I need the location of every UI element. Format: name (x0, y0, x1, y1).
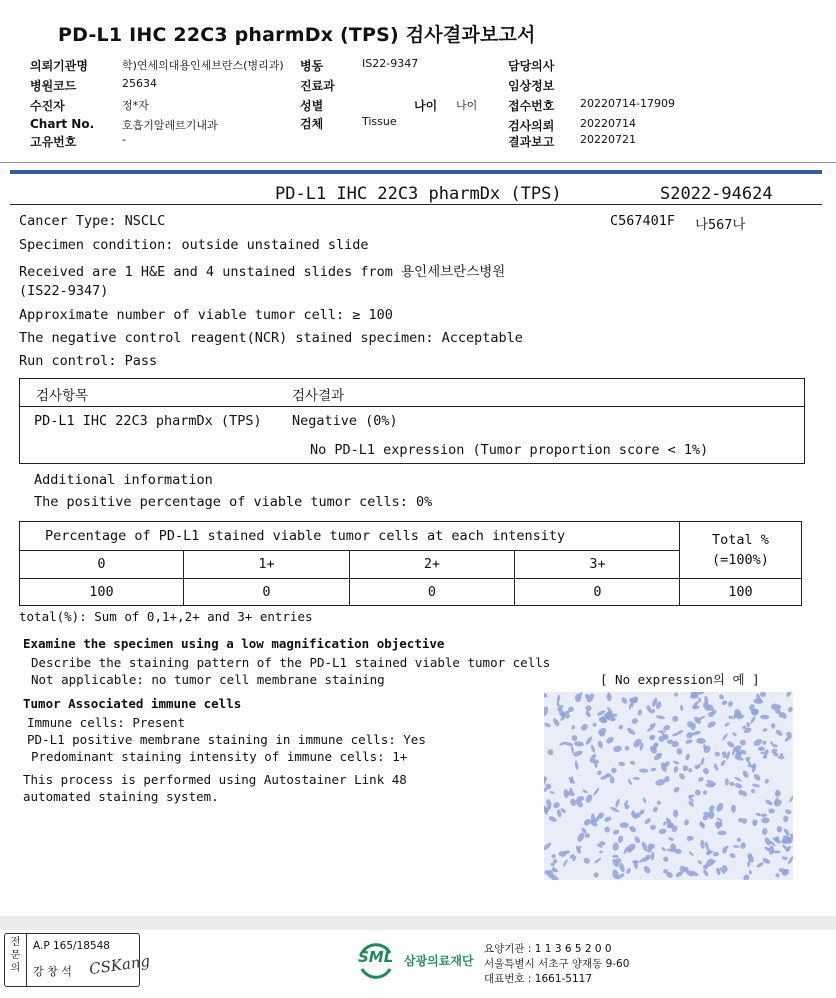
cell-nucleus (632, 860, 639, 863)
header-divider (0, 162, 836, 163)
image-caption: [ No expression의 예 ] (600, 672, 760, 687)
immune-heading: Tumor Associated immune cells (23, 696, 242, 711)
block-code: 나567나 (695, 217, 746, 233)
field-label-reception-no: 접수번호 (508, 99, 555, 113)
doctor-name: 강 창 석 (33, 965, 72, 978)
institution-code: 요양기관 : 1 1 3 6 5 2 0 0 (484, 943, 612, 955)
field-label-request-date: 검사의뢰 (508, 119, 555, 133)
intensity-col-2: 2+ (350, 551, 515, 578)
footer-band (0, 916, 836, 930)
intensity-val-1: 0 (184, 579, 350, 605)
cell-nucleus (725, 778, 729, 785)
intensity-col-1: 1+ (184, 551, 350, 578)
viable-tumor-count: Approximate number of viable tumor cell: ≥ 100 (19, 307, 393, 323)
cell-nucleus (713, 852, 719, 856)
intensity-note: total(%): Sum of 0,1+,2+ and 3+ entries (19, 609, 313, 624)
total-label-2: (=100%) (712, 552, 769, 568)
stamp-side-label: 전 문 의 (5, 934, 27, 986)
field-value-reception-no: 20220714-17909 (580, 97, 675, 110)
field-value-ward: IS22-9347 (362, 57, 419, 70)
result-value: Negative (0%) (292, 413, 398, 429)
examine-heading: Examine the specimen using a low magnification objective (23, 636, 445, 651)
field-label-sex: 성별 (300, 99, 324, 113)
cancer-type: Cancer Type: NSCLC (19, 213, 166, 229)
report-title: PD-L1 IHC 22C3 pharmDx (TPS) 검사결과보고서 (58, 24, 536, 46)
field-value-specimen: Tissue (362, 115, 397, 128)
field-label-age: 나이 (414, 99, 438, 113)
micrograph-svg (544, 692, 793, 880)
field-label-specimen: 검체 (300, 117, 324, 131)
result-item: PD-L1 IHC 22C3 pharmDx (TPS) (34, 413, 262, 429)
col-result-header: 검사결과 (292, 388, 345, 404)
result-table-divider (20, 406, 804, 407)
field-value-request-date: 20220714 (580, 117, 636, 130)
intensity-val-3: 0 (593, 584, 602, 600)
immune-line-3: Predominant staining intensity of immune cells: 1+ (31, 749, 408, 764)
intensity-col-0: 0 (20, 551, 184, 578)
field-label-patient: 수진자 (30, 99, 65, 113)
received-ref: (IS22-9347) (19, 283, 109, 299)
intensity-header: Percentage of PD-L1 stained viable tumor cells at each intensity (45, 528, 566, 544)
doctor-signature: CSKang (88, 951, 152, 979)
field-value-report-date: 20220721 (580, 133, 636, 146)
field-label-doctor: 담당의사 (508, 59, 555, 73)
field-label-report-date: 결과보고 (508, 135, 555, 149)
report-id: S2022-94624 (660, 184, 773, 204)
specialist-stamp (4, 933, 152, 987)
field-label-department: 진료과 (300, 79, 335, 93)
run-control: Run control: Pass (19, 353, 158, 369)
received-slides: Received are 1 H&E and 4 unstained slides from 용인세브란스병원 (19, 264, 506, 280)
field-value-age: 나이 (456, 99, 478, 112)
total-label-1: Total % (712, 532, 769, 548)
org-address: 서울특별시 서초구 양재동 9-60 (484, 958, 630, 970)
ncr-status: The negative control reagent(NCR) stained specimen: Acceptable (19, 330, 523, 346)
field-value-institution: 학)연세의대용인세브란스(병리과) (122, 59, 284, 72)
cell-nucleus (620, 822, 629, 828)
intensity-table (19, 521, 802, 606)
cell-nucleus (667, 740, 673, 744)
field-label-unique-id: 고유번호 (30, 135, 77, 149)
field-value-unique-id: - (122, 133, 126, 146)
additional-heading: Additional information (34, 472, 213, 488)
field-value-chart: 호흡기알레르기내과 (122, 119, 218, 132)
field-value-hospital-code: 25634 (122, 77, 157, 90)
field-value-patient: 정*자 (122, 99, 149, 112)
immune-line-2: PD-L1 positive membrane staining in immune cells: Yes (27, 732, 426, 747)
immune-line-1: Immune cells: Present (27, 715, 186, 730)
intensity-val-0: 100 (20, 579, 184, 605)
examine-line-1: Describe the staining pattern of the PD-L1 stained viable tumor cells (31, 655, 551, 670)
field-label-hospital-code: 병원코드 (30, 79, 77, 93)
stamp-id: A.P 165/18548 (33, 940, 110, 952)
field-label-ward: 병동 (300, 59, 324, 73)
block-id: C567401F (610, 213, 676, 229)
process-line-1: This process is performed using Autostainer Link 48 (23, 772, 407, 787)
additional-text: The positive percentage of viable tumor cells: 0% (34, 494, 433, 510)
title-underline (10, 204, 822, 205)
result-table (19, 378, 805, 464)
sml-logo-text: SML (358, 948, 394, 966)
process-line-2: automated staining system. (23, 789, 219, 804)
test-name-heading: PD-L1 IHC 22C3 pharmDx (TPS) (275, 184, 562, 204)
field-label-chart: Chart No. (30, 117, 95, 131)
examine-line-2: Not applicable: no tumor cell membrane staining (31, 672, 385, 687)
org-name: 삼광의료재단 (404, 954, 474, 968)
result-detail: No PD-L1 expression (Tumor proportion score < 1%) (310, 442, 709, 458)
accent-bar (10, 170, 822, 174)
field-label-institution: 의뢰기관명 (30, 59, 88, 73)
intensity-total: 100 (728, 584, 753, 600)
org-phone: 대표번호 : 1661-5117 (484, 973, 593, 985)
specimen-condition: Specimen condition: outside unstained slide (19, 237, 369, 253)
intensity-col-3: 3+ (589, 556, 606, 572)
intensity-val-2: 0 (350, 579, 515, 605)
micrograph-image (544, 692, 793, 880)
col-item-header: 검사항목 (36, 388, 89, 404)
field-label-clinical-info: 임상정보 (508, 79, 555, 93)
